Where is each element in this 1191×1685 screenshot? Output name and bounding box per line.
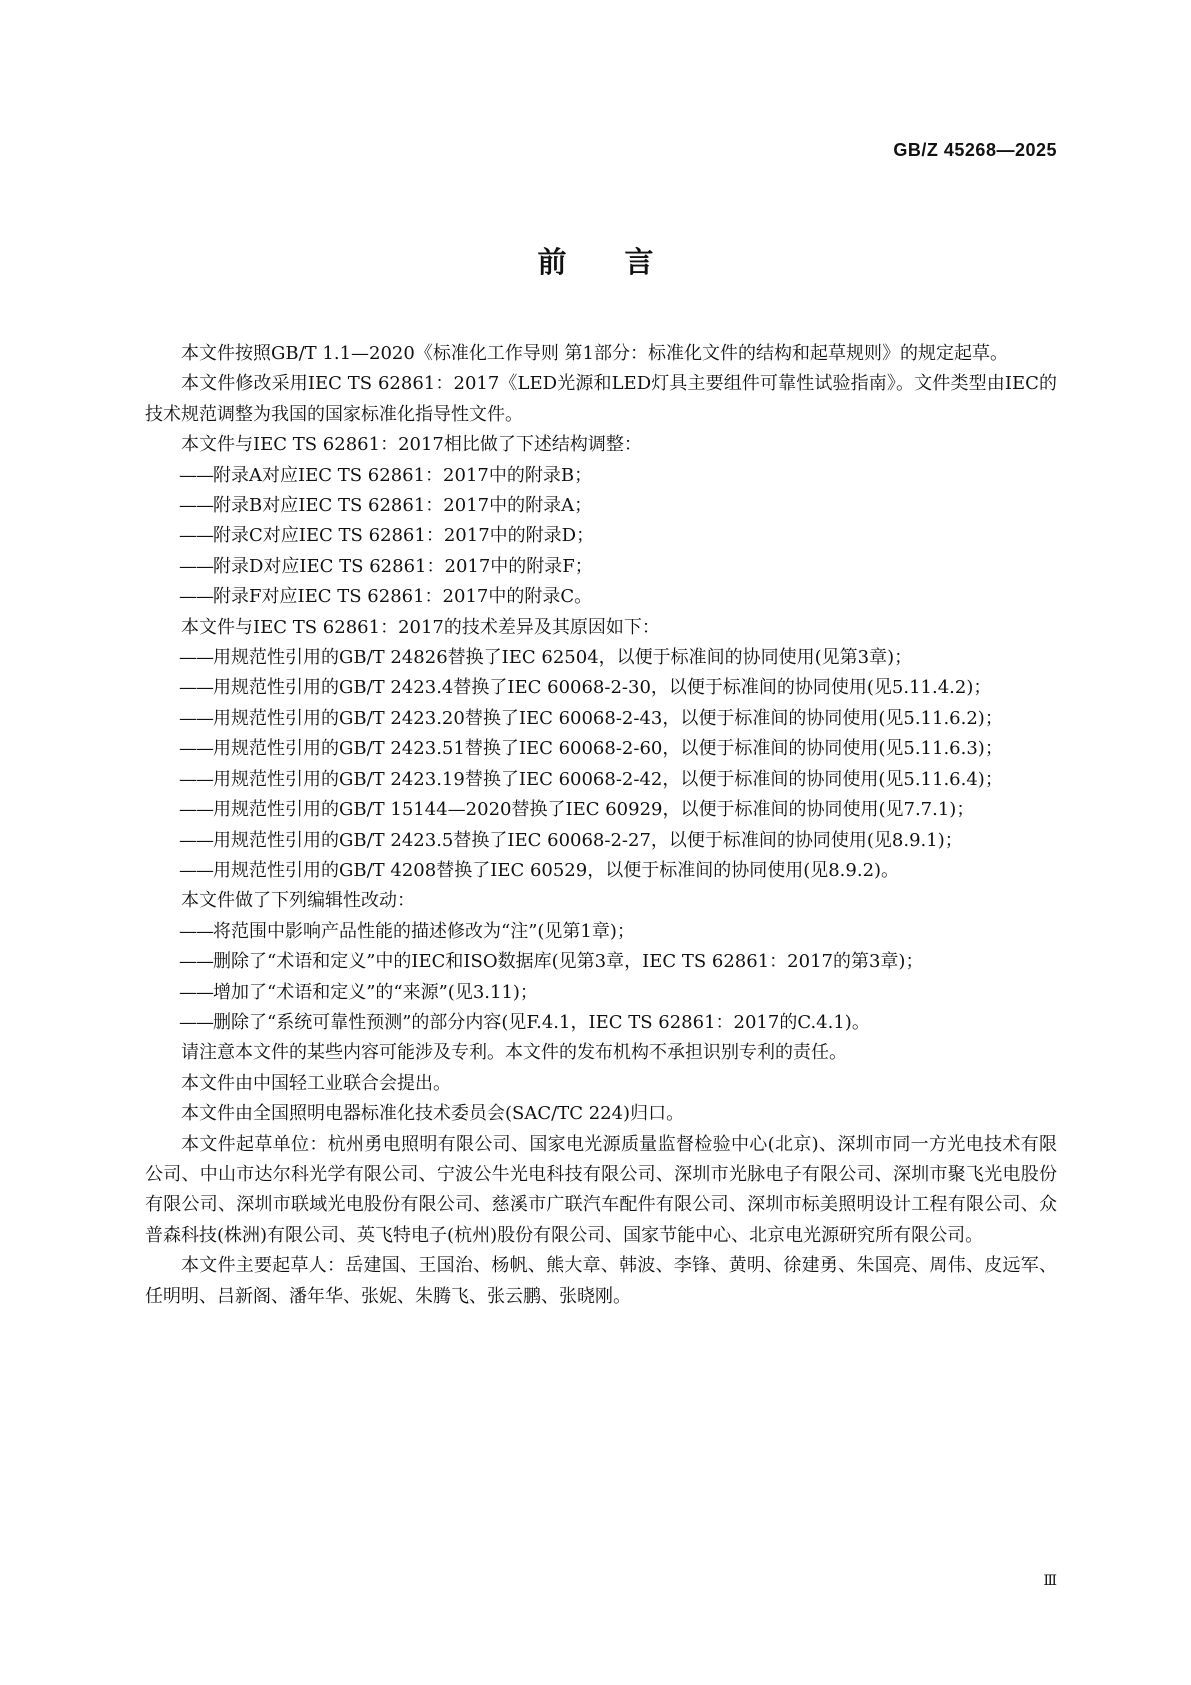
paragraph: 本文件起草单位：杭州勇电照明有限公司、国家电光源质量监督检验中心(北京)、深圳市同一方光电技术有限公司、中山市达尔科光学有限公司、宁波公牛光电科技有限公司、深圳市光脉电子有限公司、深圳市聚飞光电股份有限公司、深圳市联域光电股份有限公司、慈溪市广联汽车配件有限公司、深圳市标美照明设计工程有限公司、众普森科技(株洲)有限公司、英飞特电子(杭州)股份有限公司、国家节能中心、北京电光源研究所有限公司。 [145,1133,1057,1246]
dash-marker: —— [179,1011,213,1033]
dash-marker: —— [179,829,213,851]
dash-marker: —— [179,707,213,729]
dash-marker: —— [179,586,213,608]
dash-marker: —— [179,495,213,517]
list-item-text: 附录B对应IEC TS 62861：2017中的附录A； [213,495,593,517]
dash-marker: —— [179,799,213,821]
list-item [145,856,1057,886]
paragraph: 本文件做了下列编辑性改动： [181,890,415,912]
page-title: 前言 [537,245,712,279]
list-item-text: 附录D对应IEC TS 62861：2017中的附录F； [213,555,593,577]
paragraph: 本文件由中国轻工业联合会提出。 [181,1072,451,1094]
list-item [145,521,1057,551]
list-item [145,491,1057,521]
dash-marker: —— [179,464,213,486]
list-item [145,795,1057,825]
list-item-text: 附录C对应IEC TS 62861：2017中的附录D； [213,525,595,547]
list-item-text: 将范围中影响产品性能的描述修改为“注”(见第1章)； [213,920,635,942]
list-item-text: 用规范性引用的GB/T 2423.5替换了IEC 60068-2-27，以便于标准间的协同使用(见8.9.1)； [213,829,963,851]
list-item [145,826,1057,856]
list-item-text: 用规范性引用的GB/T 2423.51替换了IEC 60068-2-60，以便于标准间的协同使用(见5.11.6.3)； [213,738,1003,760]
list-item [145,552,1057,582]
document-body [145,339,1057,1312]
list-item [145,673,1057,703]
list-item [145,643,1057,673]
dash-marker: —— [179,951,213,973]
paragraph: 请注意本文件的某些内容可能涉及专利。本文件的发布机构不承担识别专利的责任。 [181,1042,847,1064]
dash-marker: —— [179,677,213,699]
list-item-text: 附录F对应IEC TS 62861：2017中的附录C。 [213,586,593,608]
paragraph: 本文件按照GB/T 1.1—2020《标准化工作导则 第1部分：标准化文件的结构和起草规则》的规定起草。 [181,343,1009,364]
paragraph: 本文件由全国照明电器标准化技术委员会(SAC/TC 224)归口。 [181,1103,685,1125]
dash-marker: —— [179,768,213,790]
dash-marker: —— [179,920,213,942]
list-item-text: 用规范性引用的GB/T 2423.20替换了IEC 60068-2-43，以便于标准间的协同使用(见5.11.6.2)； [213,707,1003,729]
list-item-text: 增加了“术语和定义”的“来源”(见3.11)； [213,981,538,1003]
dash-marker: —— [179,525,213,547]
list-item [145,765,1057,795]
list-item [145,1008,1057,1038]
list-item-text: 用规范性引用的GB/T 2423.4替换了IEC 60068-2-30，以便于标准间的协同使用(见5.11.4.2)； [213,677,992,699]
dash-marker: —— [179,555,213,577]
dash-marker: —— [179,647,213,669]
list-item [145,582,1057,612]
dash-marker: —— [179,859,213,881]
paragraph: 本文件与IEC TS 62861：2017的技术差异及其原因如下： [181,616,660,638]
list-item-text: 用规范性引用的GB/T 2423.19替换了IEC 60068-2-42，以便于标准间的协同使用(见5.11.6.4)； [213,768,1003,790]
list-item-text: 用规范性引用的GB/T 24826替换了IEC 62504，以便于标准间的协同使用(见第3章)； [213,647,913,669]
list-item-text: 删除了“系统可靠性预测”的部分内容(见F.4.1，IEC TS 62861：2017的C.4.1)。 [213,1011,870,1033]
list-item [145,461,1057,491]
paragraph: 本文件与IEC TS 62861：2017相比做了下述结构调整： [181,434,642,456]
page-number: Ⅲ [1043,1573,1057,1589]
list-item-text: 用规范性引用的GB/T 4208替换了IEC 60529，以便于标准间的协同使用(见8.9.2)。 [213,859,900,881]
dash-marker: —— [179,738,213,760]
list-item-text: 删除了“术语和定义”中的IEC和ISO数据库(见第3章，IEC TS 62861：2017的第3章)； [213,951,924,973]
list-item [145,917,1057,947]
list-item [145,734,1057,764]
list-item [145,704,1057,734]
dash-marker: —— [179,981,213,1003]
list-item-text: 用规范性引用的GB/T 15144—2020替换了IEC 60929，以便于标准间的协同使用(见7.7.1)； [213,799,975,821]
paragraph: 本文件修改采用IEC TS 62861：2017《LED光源和LED灯具主要组件可靠性试验指南》。文件类型由IEC的技术规范调整为我国的国家标准化指导性文件。 [145,373,1057,425]
document-number: GB/Z 45268—2025 [893,140,1057,160]
list-item-text: 附录A对应IEC TS 62861：2017中的附录B； [213,464,593,486]
paragraph: 本文件主要起草人：岳建国、王国治、杨帆、熊大章、韩波、李锋、黄明、徐建勇、朱国亮、周伟、皮远军、任明明、吕新阁、潘年华、张妮、朱腾飞、张云鹏、张晓刚。 [145,1255,1057,1307]
list-item [145,947,1057,977]
list-item [145,978,1057,1008]
